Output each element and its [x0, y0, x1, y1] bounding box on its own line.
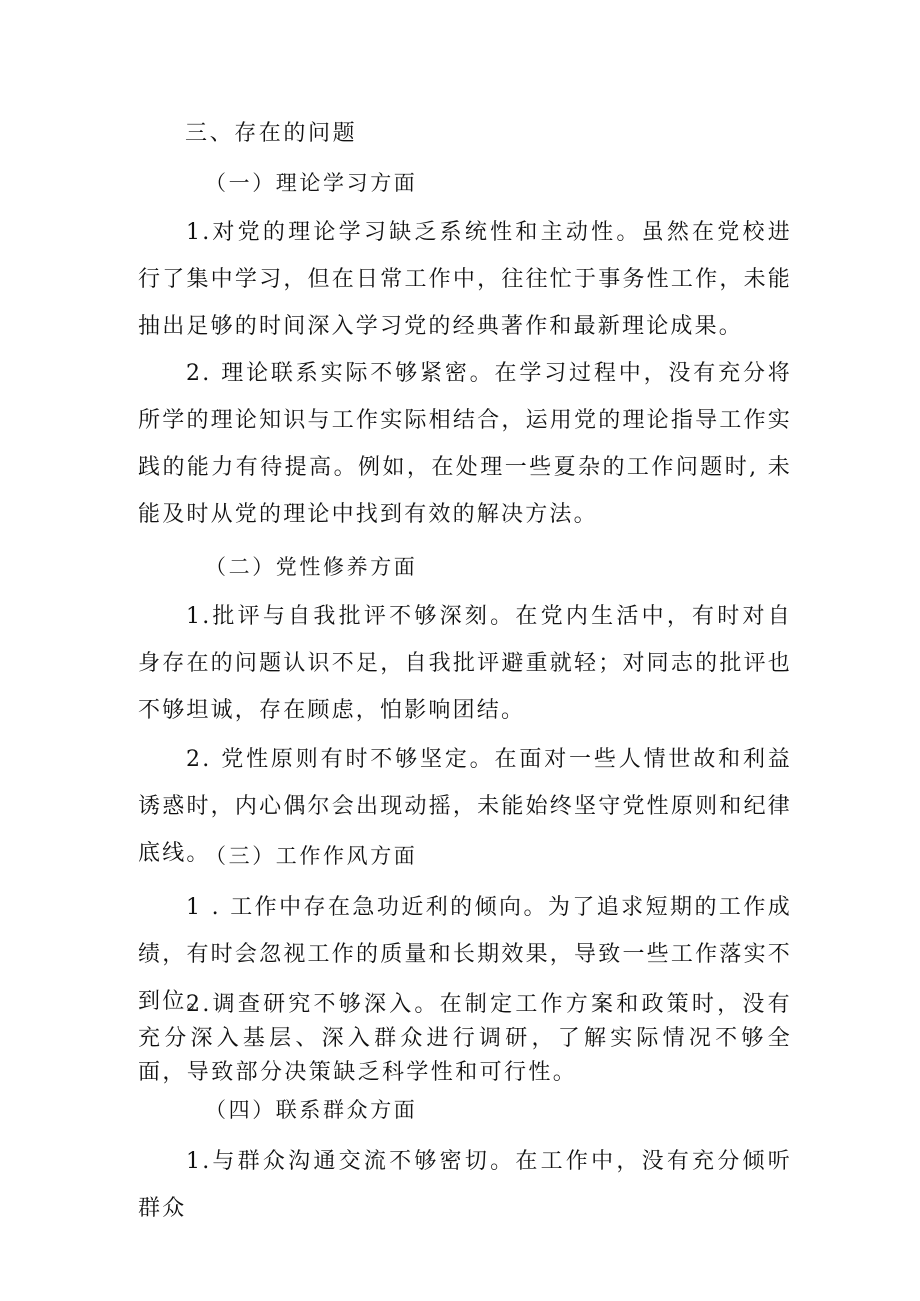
paragraph-2-2: 2. 党性原则有时不够坚定。在面对一些人情世故和利益诱惑时，内心偶尔会出现动摇，未能始终坚守党性原则和纪律底线。 [138, 747, 792, 866]
section-title: 三、存在的问题 [185, 121, 358, 146]
paragraph-3-1: 1 . 工作中存在急功近利的倾向。为了追求短期的工作成绩，有时会忽视工作的质量和长期效果，导致一些工作落实不到位。 [138, 895, 792, 1014]
subsection-heading-2: （二）党性修养方面 [205, 555, 418, 579]
subsection-heading-4: （四）联系群众方面 [205, 1098, 418, 1122]
paragraph-4-1: 1.与群众沟通交流不够密切。在工作中，没有充分倾听群众 [138, 1149, 792, 1221]
paragraph-1-2: 2. 理论联系实际不够紧密。在学习过程中，没有充分将所学的理论知识与工作实际相结合，运用党的理论指导工作实践的能力有待提高。例如，在处理一些夏杂的工作问题时, 未能及时从党的理论中找到有效的解决方法。 [138, 361, 792, 527]
paragraph-3-2: 2.调查研究不够深入。在制定工作方案和政策时，没有充分深入基层、深入群众进行调研，了解实际情况不够全面，导致部分决策缺乏科学性和可行性。 [138, 992, 792, 1085]
paragraph-2-1: 1.批评与自我批评不够深刻。在党内生活中，有时对自身存在的问题认识不足，自我批评避重就轻；对同志的批评也不够坦诚，存在顾虑，怕影响团结。 [138, 604, 792, 723]
subsection-heading-1: （一）理论学习方面 [205, 171, 418, 195]
subsection-heading-3: （三）工作作风方面 [205, 844, 418, 868]
paragraph-1-1: 1.对党的理论学习缺乏系统性和主动性。虽然在党校进行了集中学习，但在日常工作中，往往忙于事务性工作，未能抽出足够的时间深入学习党的经典著作和最新理论成果。 [138, 220, 792, 339]
